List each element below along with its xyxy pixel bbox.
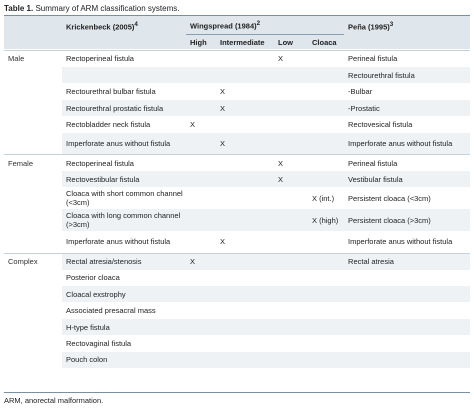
row-pena bbox=[344, 302, 470, 318]
row-mark-cloaca bbox=[308, 352, 344, 368]
row-mark-cloaca: X (high) bbox=[308, 209, 344, 231]
row-mark-cloaca bbox=[308, 319, 344, 335]
row-mark-low bbox=[274, 133, 308, 155]
row-sex-label bbox=[4, 335, 62, 351]
row-krickenbeck: H-type fistula bbox=[62, 319, 186, 335]
row-mark-high bbox=[186, 171, 216, 187]
row-mark-high bbox=[186, 133, 216, 155]
header-low: Low bbox=[278, 38, 293, 47]
row-mark-intermediate bbox=[216, 187, 274, 209]
row-krickenbeck: Associated presacral mass bbox=[66, 306, 156, 316]
header-high: High bbox=[190, 38, 207, 47]
table-row bbox=[4, 100, 470, 116]
row-sex-label bbox=[4, 133, 62, 155]
table-row bbox=[4, 253, 470, 269]
row-sex-label bbox=[4, 286, 62, 302]
row-mark-cloaca bbox=[308, 171, 344, 187]
table-row bbox=[4, 155, 470, 171]
row-mark-intermediate: X bbox=[220, 87, 226, 97]
row-pena: Rectal atresia bbox=[344, 253, 470, 269]
row-mark-cloaca bbox=[308, 302, 344, 318]
row-pena: Rectovesical fistula bbox=[348, 119, 413, 129]
table-row bbox=[4, 67, 470, 83]
row-mark-intermediate bbox=[216, 155, 274, 171]
row-krickenbeck bbox=[62, 67, 186, 83]
row-pena bbox=[344, 286, 470, 302]
row-mark-low bbox=[274, 83, 308, 99]
header-wingspread: Wingspread $(1984)^2$ bbox=[186, 16, 344, 35]
table-row bbox=[4, 171, 470, 187]
bottom-rule bbox=[4, 392, 470, 393]
row-krickenbeck: Cloaca with short common channel (<3cm) bbox=[66, 189, 183, 208]
row-mark-cloaca bbox=[308, 231, 344, 253]
row-krickenbeck: Imperforate anus without fistula bbox=[66, 237, 171, 247]
row-mark-intermediate bbox=[216, 319, 274, 335]
row-mark-high bbox=[186, 187, 216, 209]
row-krickenbeck: Rectal atresia/stenosis bbox=[62, 253, 186, 269]
table-row bbox=[4, 133, 470, 155]
header-pena: Peña $(1995)^3$ bbox=[348, 20, 394, 31]
row-pena: Imperforate anus without fistula bbox=[344, 133, 470, 155]
row-mark-cloaca bbox=[308, 133, 344, 155]
arm-classification-table bbox=[4, 16, 470, 368]
row-krickenbeck: Rectoperineal fistula bbox=[62, 155, 186, 171]
row-mark-high bbox=[186, 155, 216, 171]
row-krickenbeck: Rectovestibular fistula bbox=[62, 171, 186, 187]
row-sex-label: Female bbox=[4, 155, 62, 171]
row-mark-cloaca bbox=[308, 51, 344, 67]
row-pena bbox=[344, 335, 470, 351]
row-mark-intermediate: X bbox=[216, 100, 274, 116]
row-mark-low: X bbox=[274, 155, 308, 171]
row-krickenbeck: Rectovaginal fistula bbox=[66, 339, 132, 349]
row-mark-high bbox=[186, 352, 216, 368]
row-sex-label bbox=[4, 83, 62, 99]
row-mark-low bbox=[274, 116, 308, 132]
row-mark-intermediate: X bbox=[216, 133, 274, 155]
row-sex-label bbox=[4, 100, 62, 116]
row-sex-label bbox=[4, 270, 62, 286]
row-krickenbeck: Imperforate anus without fistula bbox=[62, 133, 186, 155]
row-krickenbeck: Rectourethral prostatic fistula bbox=[62, 100, 186, 116]
row-mark-high: X bbox=[190, 119, 196, 129]
row-mark-cloaca bbox=[308, 253, 344, 269]
header-krickenbeck: Krickenbeck $(2005)^4$ bbox=[66, 20, 138, 31]
row-pena: Vestibular fistula bbox=[344, 171, 470, 187]
row-mark-high bbox=[186, 270, 216, 286]
row-mark-intermediate bbox=[216, 335, 274, 351]
row-pena: Persistent cloaca (<3cm) bbox=[348, 193, 431, 203]
row-mark-low bbox=[274, 209, 308, 231]
row-pena: Perineal fistula bbox=[344, 155, 470, 171]
row-krickenbeck: Pouch colon bbox=[62, 352, 186, 368]
row-mark-intermediate: X bbox=[220, 237, 226, 247]
row-mark-low bbox=[274, 67, 308, 83]
row-pena: -Bulbar bbox=[348, 87, 373, 97]
row-mark-low bbox=[274, 319, 308, 335]
row-mark-high bbox=[186, 335, 216, 351]
row-mark-intermediate bbox=[216, 67, 274, 83]
header-intermediate: Intermediate bbox=[220, 38, 265, 47]
row-mark-intermediate bbox=[216, 51, 274, 67]
header-cloaca: Cloaca bbox=[312, 38, 337, 47]
row-mark-intermediate bbox=[216, 171, 274, 187]
row-mark-high bbox=[186, 286, 216, 302]
table-body bbox=[4, 51, 470, 369]
row-sex-label: Male bbox=[4, 51, 62, 67]
row-mark-cloaca bbox=[308, 67, 344, 83]
table-row bbox=[4, 319, 470, 335]
row-pena bbox=[344, 319, 470, 335]
row-mark-low: X bbox=[274, 171, 308, 187]
row-sex-label bbox=[4, 116, 62, 132]
row-sex-label bbox=[4, 209, 62, 231]
row-pena: Imperforate anus without fistula bbox=[348, 237, 453, 247]
row-mark-high bbox=[186, 67, 216, 83]
row-mark-high bbox=[186, 83, 216, 99]
row-mark-low bbox=[274, 270, 308, 286]
row-mark-high bbox=[186, 100, 216, 116]
row-krickenbeck: Cloacal exstrophy bbox=[62, 286, 186, 302]
row-mark-cloaca bbox=[308, 83, 344, 99]
row-mark-cloaca bbox=[308, 155, 344, 171]
table-row bbox=[4, 270, 470, 286]
header-blank bbox=[4, 16, 62, 35]
row-mark-cloaca bbox=[308, 286, 344, 302]
table-caption bbox=[4, 2, 179, 16]
caption-label: Table 1. bbox=[4, 4, 34, 13]
row-mark-low bbox=[274, 253, 308, 269]
row-krickenbeck: Rectobladder neck fistula bbox=[66, 119, 151, 129]
table-row bbox=[4, 286, 470, 302]
table-row bbox=[4, 83, 470, 99]
row-mark-intermediate bbox=[216, 209, 274, 231]
row-mark-high bbox=[186, 209, 216, 231]
table-row bbox=[4, 231, 470, 253]
row-pena bbox=[344, 352, 470, 368]
row-mark-low bbox=[274, 335, 308, 351]
row-krickenbeck: Cloaca with long common channel (>3cm) bbox=[62, 209, 186, 231]
table-row bbox=[4, 209, 470, 231]
row-pena: -Prostatic bbox=[344, 100, 470, 116]
row-sex-label bbox=[4, 187, 62, 209]
row-pena: Perineal fistula bbox=[344, 51, 470, 67]
table-row bbox=[4, 116, 470, 132]
table-row bbox=[4, 51, 470, 67]
row-mark-cloaca: X (int.) bbox=[312, 193, 335, 203]
row-mark-high bbox=[186, 302, 216, 318]
row-mark-low bbox=[274, 231, 308, 253]
row-mark-intermediate bbox=[216, 270, 274, 286]
table-row bbox=[4, 352, 470, 368]
table-row bbox=[4, 302, 470, 318]
row-mark-cloaca bbox=[308, 270, 344, 286]
row-mark-high bbox=[186, 319, 216, 335]
row-pena: Persistent cloaca (>3cm) bbox=[344, 209, 470, 231]
row-mark-low bbox=[274, 100, 308, 116]
row-sex-label bbox=[4, 67, 62, 83]
row-mark-low bbox=[274, 187, 308, 209]
row-mark-low bbox=[274, 302, 308, 318]
caption-text: Summary of ARM classification systems. bbox=[35, 4, 180, 13]
row-mark-high: X bbox=[186, 253, 216, 269]
row-mark-high bbox=[186, 51, 216, 67]
row-mark-cloaca bbox=[308, 335, 344, 351]
row-pena: Rectourethral fistula bbox=[344, 67, 470, 83]
row-sex-label bbox=[4, 171, 62, 187]
row-mark-intermediate bbox=[216, 116, 274, 132]
row-mark-intermediate bbox=[216, 253, 274, 269]
row-krickenbeck: Posterior cloaca bbox=[66, 273, 120, 283]
table-row bbox=[4, 335, 470, 351]
table-footnote: ARM, anorectal malformation. bbox=[4, 396, 104, 405]
row-mark-cloaca bbox=[308, 116, 344, 132]
row-mark-intermediate bbox=[216, 302, 274, 318]
row-mark-low bbox=[274, 352, 308, 368]
row-sex-label bbox=[4, 302, 62, 318]
row-mark-low: X bbox=[274, 51, 308, 67]
row-mark-intermediate bbox=[216, 286, 274, 302]
row-krickenbeck: Rectourethral bulbar fistula bbox=[66, 87, 156, 97]
row-pena bbox=[344, 270, 470, 286]
row-sex-label bbox=[4, 319, 62, 335]
row-sex-label: Complex bbox=[4, 253, 62, 269]
row-mark-intermediate bbox=[216, 352, 274, 368]
row-sex-label bbox=[4, 352, 62, 368]
row-sex-label bbox=[4, 231, 62, 253]
row-krickenbeck: Rectoperineal fistula bbox=[62, 51, 186, 67]
row-mark-low bbox=[274, 286, 308, 302]
row-mark-cloaca bbox=[308, 100, 344, 116]
table-row bbox=[4, 187, 470, 209]
row-mark-high bbox=[186, 231, 216, 253]
